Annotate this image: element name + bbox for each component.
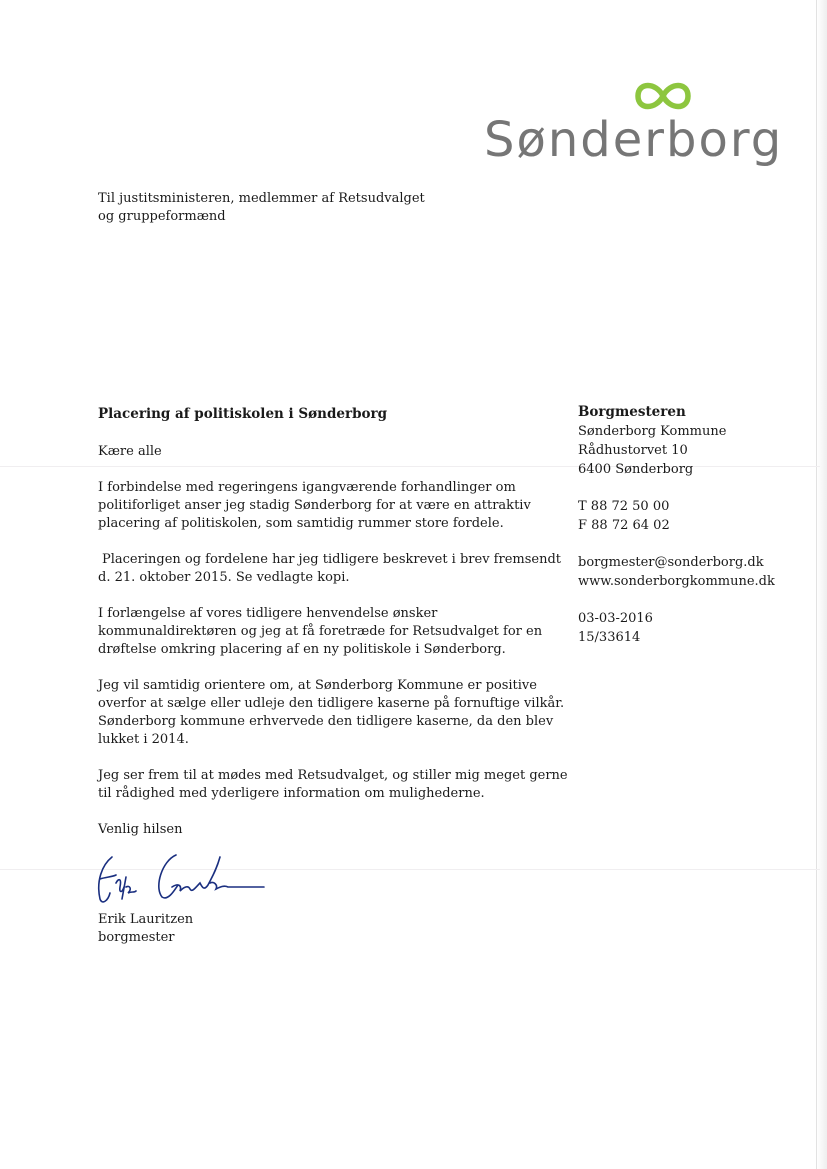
sender-web: www.sonderborgkommune.dk	[578, 574, 775, 589]
paragraph: Jeg ser frem til at mødes med Retsudvalget, og stiller mig meget gerne til rådighed med yderligere information om mulighederne.	[98, 768, 568, 801]
page-edge	[816, 0, 827, 1169]
paragraph: I forbindelse med regeringens igangværende forhandlinger om politiforliget anser jeg stadig Sønderborg for at være en attraktiv placering af politiskolen, som samtidig rummer store fordele.	[98, 480, 531, 531]
sender-email: borgmester@sonderborg.dk	[578, 555, 764, 570]
paragraph: Placeringen og fordelene har jeg tidligere beskrevet i brev fremsendt d. 21. oktober 2015. Se vedlagte kopi.	[98, 552, 562, 585]
signer-name: Erik Lauritzen	[98, 912, 194, 927]
letter-subject: Placering af politiskolen i Sønderborg	[98, 406, 388, 422]
sonderborg-logo	[484, 76, 784, 176]
letter-date: 03-03-2016	[578, 611, 653, 626]
sender-phone: T 88 72 50 00	[578, 499, 670, 514]
salutation: Kære alle	[98, 444, 162, 459]
sender-info	[578, 403, 778, 665]
closing: Venlig hilsen	[98, 822, 183, 837]
sender-address	[578, 403, 778, 479]
letter-meta	[578, 609, 778, 647]
paragraph: Jeg vil samtidig orientere om, at Sønderborg Kommune er positive overfor at sælge eller udleje den tidligere kaserne på fornuftige vilkår. Sønderborg kommune erhvervede den tidligere kaserne, da den blev lukket i 2014.	[98, 678, 565, 747]
sender-street: Rådhustorvet 10	[578, 443, 688, 458]
letter-body	[98, 405, 568, 947]
sender-org: Sønderborg Kommune	[578, 424, 727, 439]
recipient-line: Til justitsministeren, medlemmer af Retsudvalget	[98, 191, 425, 206]
signature	[92, 847, 272, 911]
sender-phone-block	[578, 497, 778, 535]
logo-wordmark: Sønderborg	[484, 112, 784, 168]
signer-block	[98, 911, 568, 947]
sender-city: 6400 Sønderborg	[578, 462, 694, 477]
sender-fax: F 88 72 64 02	[578, 518, 670, 533]
paragraph: I forlængelse af vores tidligere henvendelse ønsker kommunaldirektøren og jeg at få foretræde for Retsudvalget for en drøftelse omkring placering af en ny politiskole i Sønderborg.	[98, 606, 543, 657]
recipient-line: og gruppeformænd	[98, 209, 226, 224]
sender-title: Borgmesteren	[578, 404, 686, 420]
recipient-block	[98, 190, 458, 226]
signer-title: borgmester	[98, 930, 175, 945]
sender-contact-block	[578, 553, 778, 591]
letter-reference: 15/33614	[578, 630, 641, 645]
